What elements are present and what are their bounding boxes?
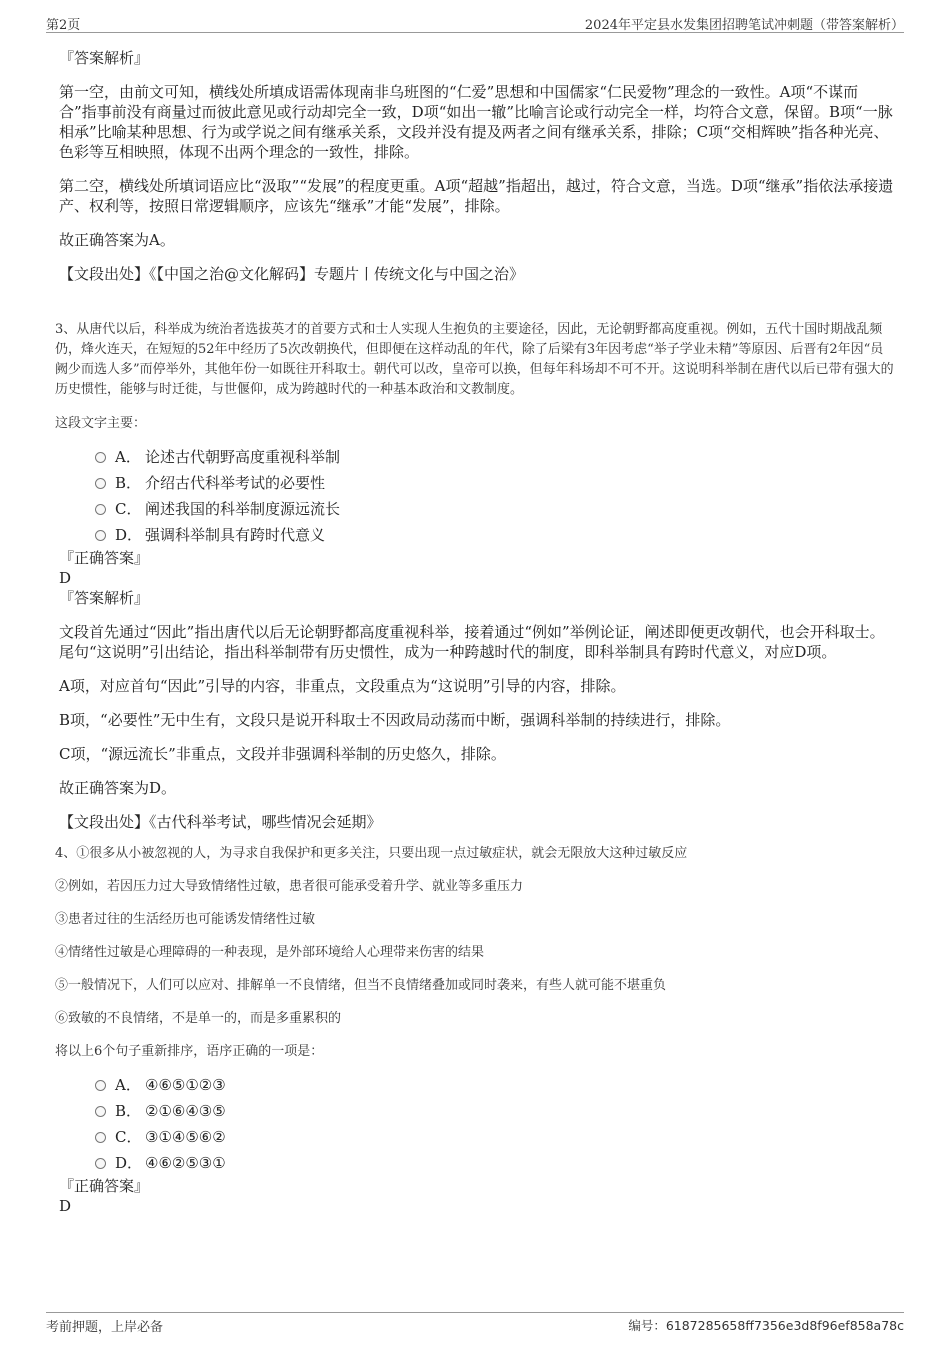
radio-icon[interactable] <box>95 478 106 489</box>
correct-answer: D <box>59 1197 72 1215</box>
radio-icon[interactable] <box>95 1106 106 1117</box>
option-b[interactable]: B． ②①⑥④③⑤ <box>95 1098 895 1124</box>
analysis-paragraph: C项，“源远流长”非重点，文段并非强调科举制的历史悠久，排除。 <box>59 745 506 763</box>
correct-answer: D <box>59 569 72 587</box>
question-sentence: 4、①很多从小被忽视的人，为寻求自我保护和更多关注，只要出现一点过敏症状，就会无限放大这种过敏反应 <box>55 846 688 861</box>
analysis-paragraph: A项，对应首句“因此”引导的内容，非重点，文段重点为“这说明”引导的内容，排除。 <box>59 677 626 695</box>
analysis-paragraph: B项，“必要性”无中生有，文段只是说开科取士不因政局动荡而中断，强调科举制的持续进行，排除。 <box>59 711 731 729</box>
analysis-paragraph: 第一空，由前文可知，横线处所填成语需体现南非乌班图的“仁爱”思想和中国儒家“仁民爱物”理念的一致性。A项“不谋而合”指事前没有商量过而彼此意见或行动却完全一致，D项“如出一辙”比喻言论或行动完全一样，均符合文意，保留。B项“一脉相承”比喻某种思想、行为或学说之间有继承关系，文段并没有提及两者之间有继承关系，排除；C项“交相辉映”指各种光亮、色彩等互相映照，体现不出两个理念的一致性，排除。 <box>59 83 893 161</box>
options-list <box>95 444 895 548</box>
radio-icon[interactable] <box>95 1132 106 1143</box>
radio-icon[interactable] <box>95 530 106 541</box>
option-d[interactable]: D． 强调科举制具有跨时代意义 <box>95 522 895 548</box>
option-c[interactable]: C． 阐述我国的科举制度源远流长 <box>95 496 895 522</box>
option-a[interactable]: A． ④⑥⑤①②③ <box>95 1072 895 1098</box>
question-stem: 3、从唐代以后，科举成为统治者选拔英才的首要方式和士人实现人生抱负的主要途径，因此，无论朝野都高度重视。例如，五代十国时期战乱频仍，烽火连天，在短短的52年中经历了5次改朝换代，但即便在这样动乱的年代，除了后梁有3年因考虑“举子学业未精”等原因、后晋有2年因“员阙少而选人多”而停举外，其他年份一如既往开科取士。朝代可以改，皇帝可以换，但每年科场却不可不开。这说明科举制在唐代以后已带有强大的历史惯性，能够与时迁徙，与世偃仰，成为跨越时代的一种基本政治和文教制度。 <box>55 322 894 397</box>
document-serial: 编号：6187285658ff7356e3d8f96ef858a78c <box>628 1318 904 1333</box>
analysis-paragraph: 文段首先通过“因此”指出唐代以后无论朝野都高度重视科举，接着通过“例如”举例论证，阐述即便更改朝代，也会开科取士。尾句“这说明”引出结论，指出科举制带有历史惯性，成为一种跨越时代的制度，即科举制具有跨时代意义，对应D项。 <box>59 623 885 661</box>
option-c[interactable]: C． ③①④⑤⑥② <box>95 1124 895 1150</box>
question-prompt: 这段文字主要： <box>55 416 147 431</box>
source-citation: 【文段出处】《古代科举考试，哪些情况会延期》 <box>59 813 382 831</box>
question-sentence: ②例如，若因压力过大导致情绪性过敏，患者很可能承受着升学、就业等多重压力 <box>55 879 524 894</box>
correct-answer-label: 『正确答案』 <box>59 1177 150 1195</box>
question-sentence: ⑤一般情况下，人们可以应对、排解单一不良情绪，但当不良情绪叠加或同时袭来，有些人就可能不堪重负 <box>55 978 667 993</box>
page-footer <box>46 1312 904 1335</box>
question-prompt: 将以上6个句子重新排序，语序正确的一项是： <box>55 1044 324 1059</box>
source-citation: 【文段出处】《【中国之治@文化解码】专题片丨传统文化与中国之治》 <box>59 265 525 283</box>
option-d[interactable]: D． ④⑥②⑤③① <box>95 1150 895 1176</box>
question-sentence: ④情绪性过敏是心理障碍的一种表现，是外部环境给人心理带来伤害的结果 <box>55 945 485 960</box>
radio-icon[interactable] <box>95 1080 106 1091</box>
analysis-conclusion: 故正确答案为D。 <box>59 779 177 797</box>
radio-icon[interactable] <box>95 504 106 515</box>
question-sentence: ③患者过往的生活经历也可能诱发情绪性过敏 <box>55 912 316 927</box>
option-a[interactable]: A． 论述古代朝野高度重视科举制 <box>95 444 895 470</box>
analysis-label: 『答案解析』 <box>59 49 150 67</box>
page-number: 第2页 <box>46 18 81 33</box>
analysis-conclusion: 故正确答案为A。 <box>59 231 175 249</box>
question-sentence: ⑥致敏的不良情绪，不是单一的，而是多重累积的 <box>55 1011 342 1026</box>
footer-note: 考前押题，上岸必备 <box>46 1320 164 1335</box>
options-list <box>95 1072 895 1176</box>
page-content <box>55 46 895 1216</box>
analysis-paragraph: 第二空，横线处所填词语应比“汲取”“发展”的程度更重。A项“超越”指超出，越过，符合文意，当选。D项“继承”指依法承接遗产、权利等，按照日常逻辑顺序，应该先“继承”才能“发展”，排除。 <box>59 177 894 215</box>
page-header <box>46 12 904 33</box>
analysis-label: 『答案解析』 <box>59 589 150 607</box>
radio-icon[interactable] <box>95 452 106 463</box>
document-title: 2024年平定县水发集团招聘笔试冲刺题（带答案解析） <box>584 18 904 33</box>
correct-answer-label: 『正确答案』 <box>59 549 150 567</box>
option-b[interactable]: B． 介绍古代科举考试的必要性 <box>95 470 895 496</box>
radio-icon[interactable] <box>95 1158 106 1169</box>
